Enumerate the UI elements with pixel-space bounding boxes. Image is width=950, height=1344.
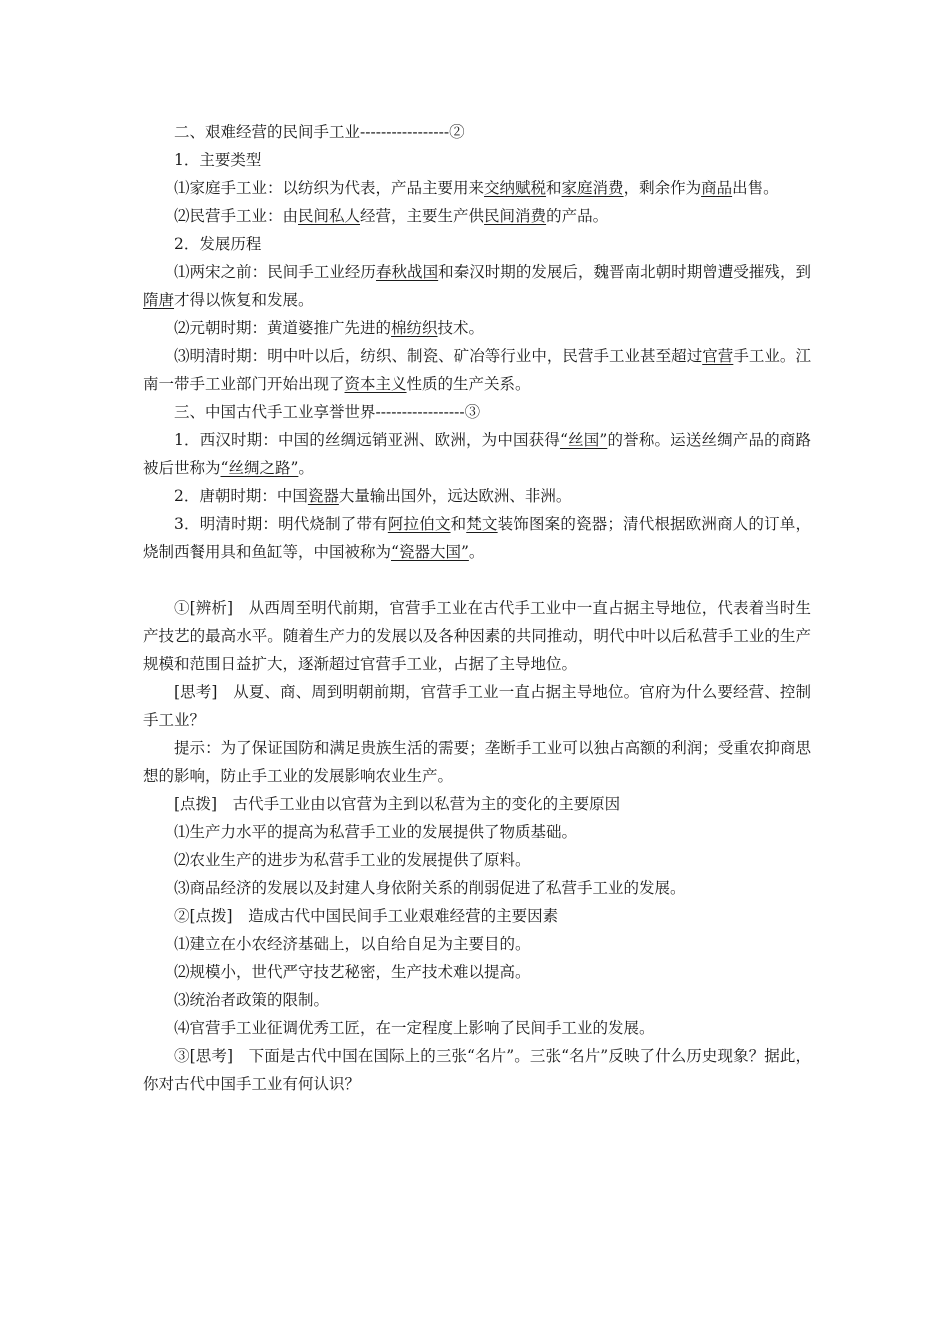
note-pointer-2: ②[点拨] 造成古代中国民间手工业艰难经营的主要因素: [174, 907, 559, 925]
note-pointer-1-item-2: ⑵农业生产的进步为私营手工业的发展提供了原料。: [174, 851, 531, 869]
paragraph-before-song: ⑴两宋之前：民间手工业经历春秋战国和秦汉时期的发展后，魏晋南北朝时期曾遭受摧残，到隋唐才得以恢复和发展。: [143, 263, 811, 309]
note-hint: 提示：为了保证国防和满足贵族生活的需要；垄断手工业可以独占高额的利润；受重农抑商思想的影响，防止手工业的发展影响农业生产。: [143, 739, 811, 785]
paragraph-ming-qing: ⑶明清时期：明中叶以后，纺织、制瓷、矿冶等行业中，民营手工业甚至超过官营手工业。江南一带手工业部门开始出现了资本主义性质的生产关系。: [143, 347, 811, 393]
section-3-heading: 三、中国古代手工业享誉世界-----------------③: [174, 403, 481, 421]
paragraph-tang: 2．唐朝时期：中国瓷器大量输出国外，远达欧洲、非洲。: [174, 487, 572, 505]
section-2-heading: 二、艰难经营的民间手工业-----------------②: [174, 123, 465, 141]
document-page: [143, 118, 811, 1098]
note-pointer-2-item-4: ⑷官营手工业征调优秀工匠，在一定程度上影响了民间手工业的发展。: [174, 1019, 655, 1037]
note-think-3: ③[思考] 下面是古代中国在国际上的三张“名片”。三张“名片”反映了什么历史现象？据此，你对古代中国手工业有何认识？: [143, 1047, 811, 1093]
note-think-1: [思考] 从夏、商、周到明朝前期，官营手工业一直占据主导地位。官府为什么要经营、控制手工业？: [143, 683, 811, 729]
note-pointer-1-item-1: ⑴生产力水平的提高为私营手工业的发展提供了物质基础。: [174, 823, 578, 841]
note-pointer-2-item-1: ⑴建立在小农经济基础上，以自给自足为主要目的。: [174, 935, 531, 953]
note-analysis-1: ①[辨析] 从西周至明代前期，官营手工业在古代手工业中一直占据主导地位，代表着当时生产技艺的最高水平。随着生产力的发展以及各种因素的共同推动，明代中叶以后私营手工业的生产规模和范围日益扩大，逐渐超过官营手工业，占据了主导地位。: [143, 599, 811, 673]
note-pointer-1: [点拨] 古代手工业由以官营为主到以私营为主的变化的主要原因: [174, 795, 621, 813]
paragraph-yuan: ⑵元朝时期：黄道婆推广先进的棉纺织技术。: [174, 319, 485, 337]
paragraph-private-handicraft: ⑵民营手工业：由民间私人经营，主要生产供民间消费的产品。: [174, 207, 609, 225]
paragraph-family-handicraft: ⑴家庭手工业：以纺织为代表，产品主要用来交纳赋税和家庭消费，剩余作为商品出售。: [174, 179, 779, 197]
note-pointer-2-item-3: ⑶统治者政策的限制。: [174, 991, 330, 1009]
spacer: [143, 566, 811, 594]
note-pointer-1-item-3: ⑶商品经济的发展以及封建人身依附关系的削弱促进了私营手工业的发展。: [174, 879, 686, 897]
section-2-item-2: 2．发展历程: [174, 235, 262, 253]
paragraph-ming-qing-porcelain: 3．明清时期：明代烧制了带有阿拉伯文和梵文装饰图案的瓷器；清代根据欧洲商人的订单，烧制西餐用具和鱼缸等，中国被称为“瓷器大国”。: [143, 515, 811, 561]
paragraph-western-han: 1．西汉时期：中国的丝绸远销亚洲、欧洲，为中国获得“丝国”的誉称。运送丝绸产品的商路被后世称为“丝绸之路”。: [143, 431, 811, 477]
note-pointer-2-item-2: ⑵规模小，世代严守技艺秘密，生产技术难以提高。: [174, 963, 531, 981]
section-2-item-1: 1．主要类型: [174, 151, 262, 169]
